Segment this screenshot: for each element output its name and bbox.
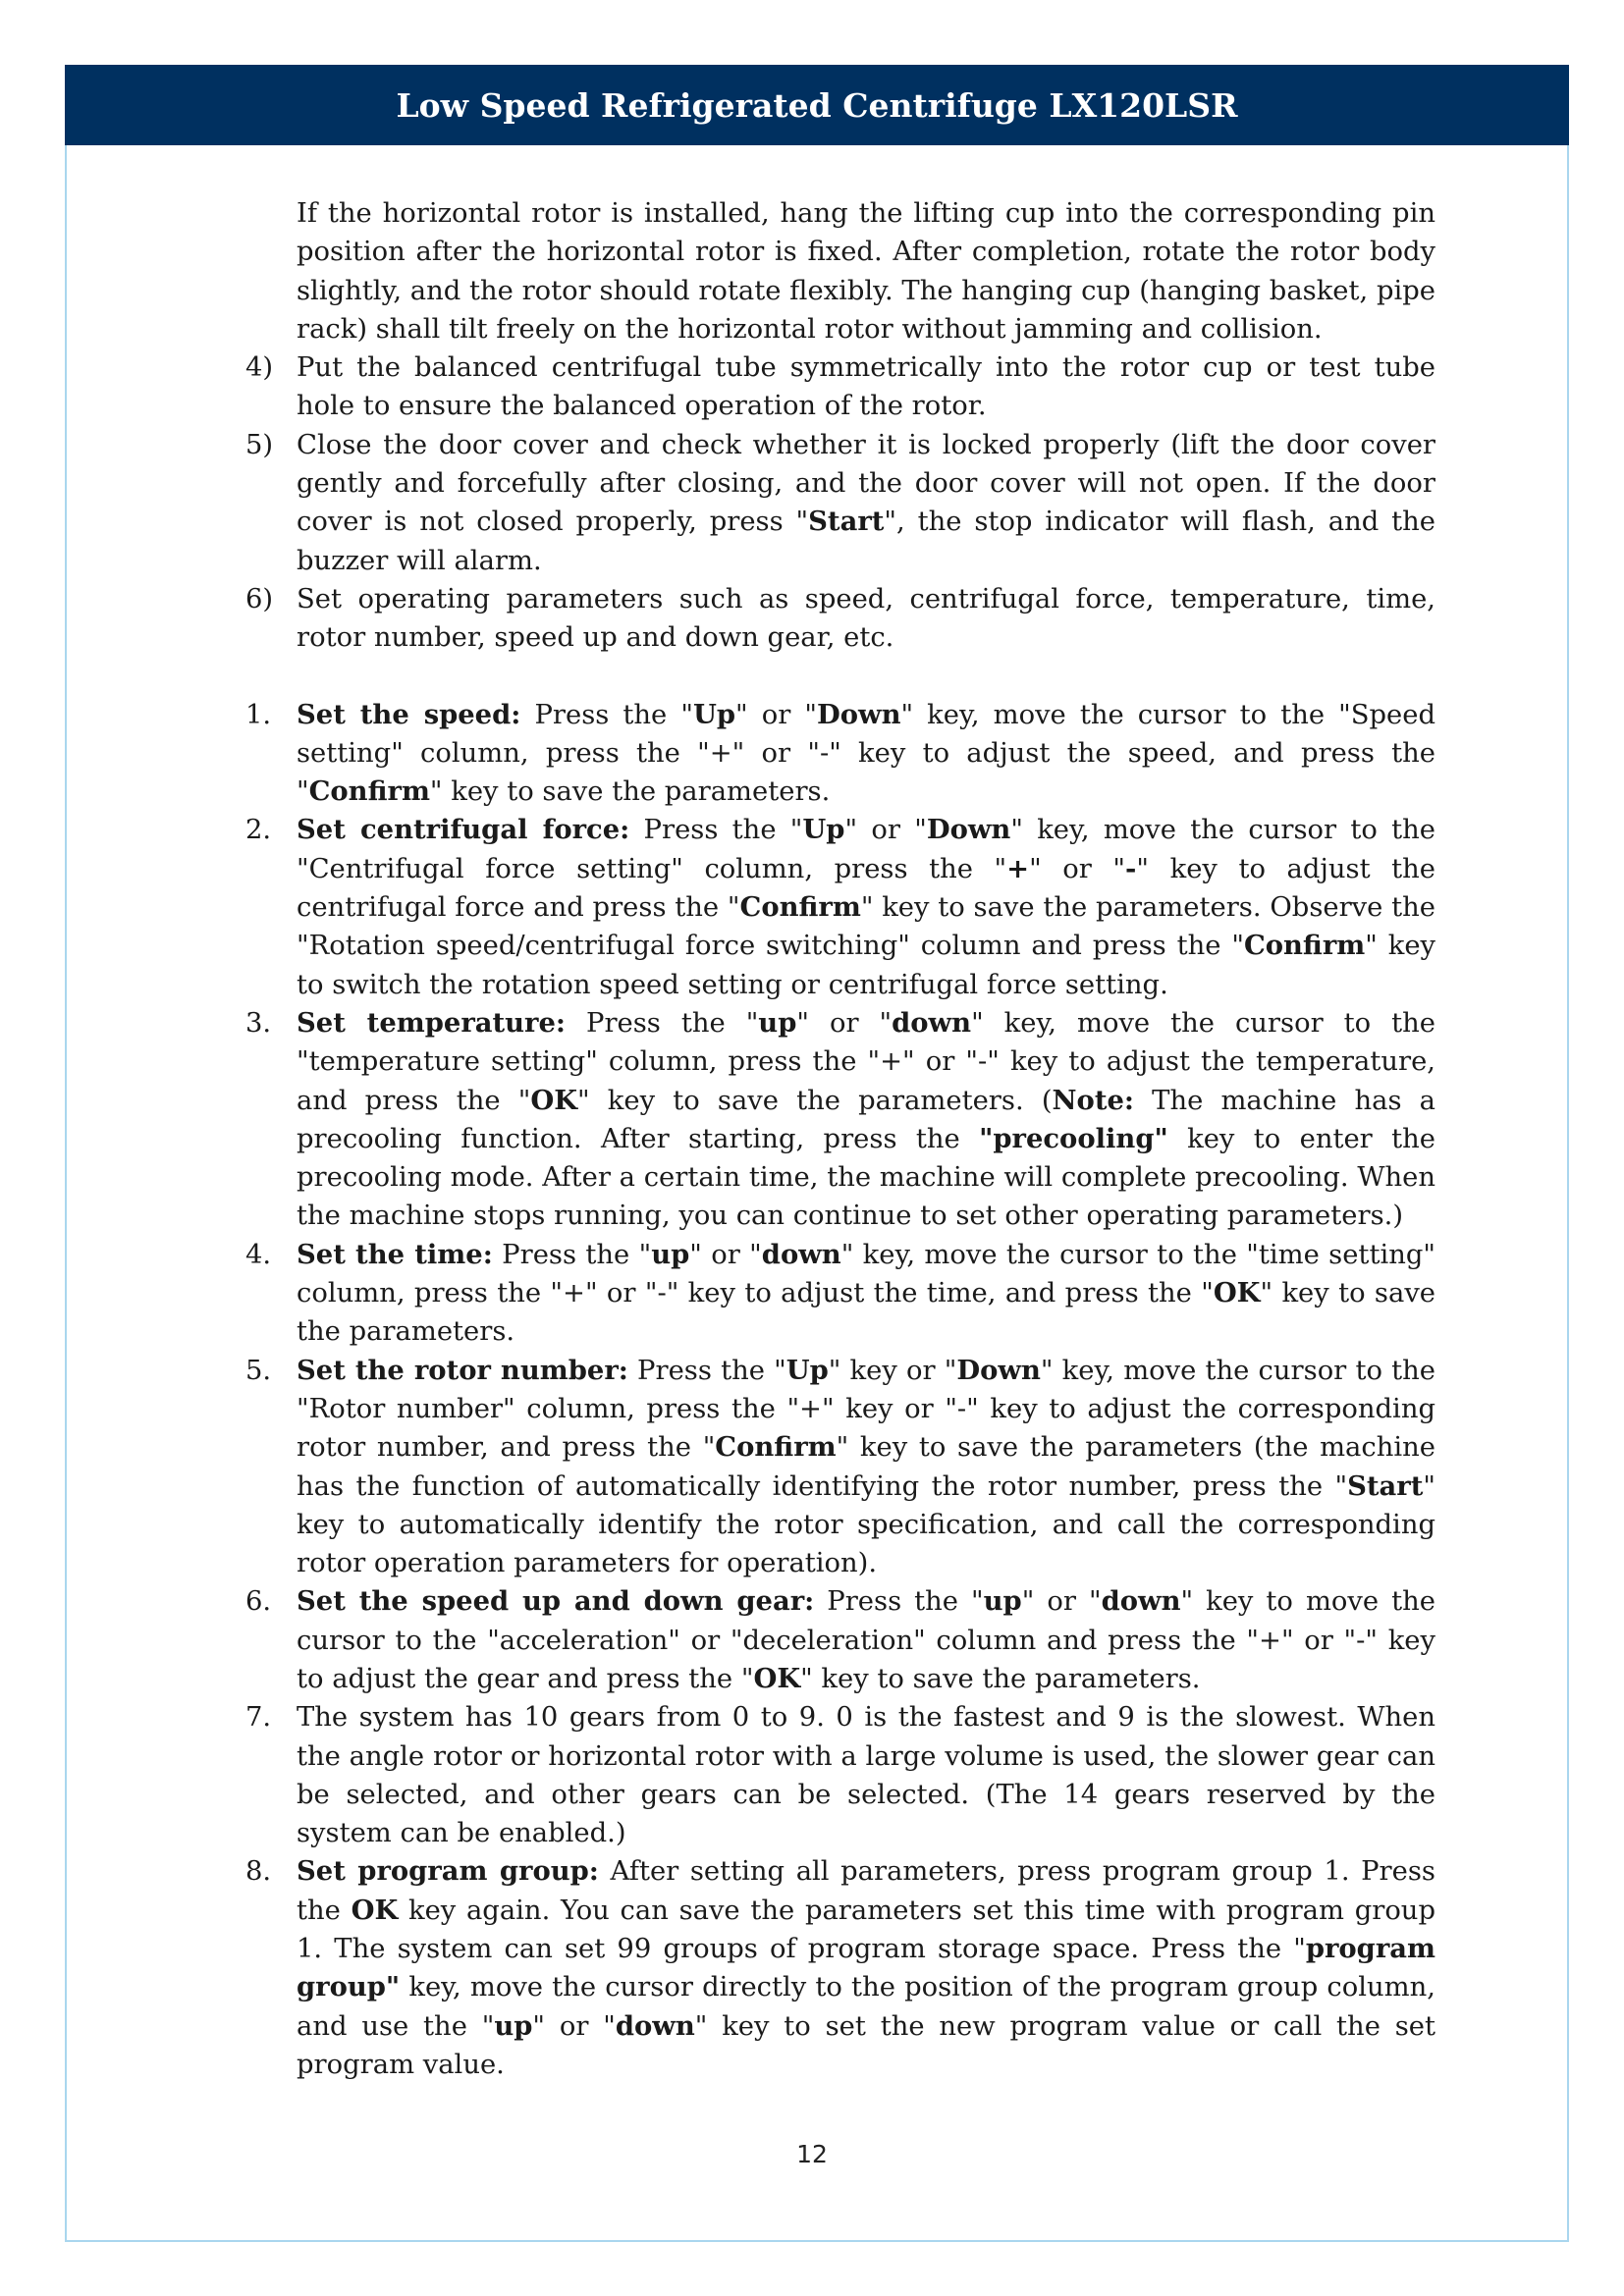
list-number: 2. [245, 815, 272, 846]
body-content [245, 194, 1435, 2084]
list-text: Set centrifugal force: Press the "Up" or "Down" key, move the cursor to the "Centrifugal force setting" column, press the "+" or "-" key to adjust the centrifugal force and press the "Confirm" key to save the parameters. Observe the "Rotation speed/centrifugal force switching" column and press the "Confirm" key to switch the rotation speed setting or centrifugal force setting. [297, 814, 1436, 1000]
setting-item [245, 1698, 1435, 1852]
page-number: 12 [796, 2140, 828, 2168]
steps-list [245, 348, 1435, 657]
setting-item [245, 1004, 1435, 1236]
setting-item [245, 1236, 1435, 1352]
setting-item [245, 1352, 1435, 1583]
list-number: 4. [245, 1239, 272, 1270]
step-item [245, 348, 1435, 426]
list-text: The system has 10 gears from 0 to 9. 0 is the fastest and 9 is the slowest. When the angle rotor or horizontal rotor with a large volume is used, the slower gear can be selected, and other gears can be selected. (The 14 gears reserved by the system can be enabled.) [297, 1702, 1435, 1849]
step-item [245, 580, 1435, 658]
list-text: Set the time: Press the "up" or "down" key, move the cursor to the "time setting" column, press the "+" or "-" key to adjust the time, and press the "OK" key to save the parameters. [297, 1238, 1436, 1348]
setting-item [245, 1582, 1435, 1698]
list-number: 5. [245, 1355, 272, 1386]
setting-item [245, 811, 1435, 1003]
list-number: 8. [245, 1856, 272, 1888]
list-number: 4) [245, 352, 274, 384]
document-title: Low Speed Refrigerated Centrifuge LX120LSR [396, 85, 1238, 125]
list-number: 1. [245, 699, 272, 730]
setting-item [245, 1852, 1435, 2084]
settings-list [245, 696, 1435, 2085]
step-item [245, 426, 1435, 580]
list-text: Close the door cover and check whether it is locked properly (lift the door cover gently and forcefully after closing, and the door cover will not open. If the door cover is not closed properly, press "Start", the stop indicator will flash, and the buzzer will alarm. [297, 429, 1436, 576]
list-number: 6) [245, 583, 274, 614]
list-text: Set program group: After setting all parameters, press program group 1. Press the OK key again. You can save the parameters set this time with program group 1. The system can set 99 groups of program storage space. Press the "program group" key, move the cursor directly to the position of the program group column, and use the "up" or "down" key to set the new program value or call the set program value. [297, 1855, 1435, 2080]
list-number: 6. [245, 1586, 272, 1618]
list-text: Set temperature: Press the "up" or "down" key, move the cursor to the "temperature setting" column, press the "+" or "-" key to adjust the temperature, and press the "OK" key to save the parameters. (Note: The machine has a precooling function. After starting, press the "precooling" key to enter the precooling mode. After a certain time, the machine will complete precooling. When the machine stops running, you can continue to set other operating parameters.) [297, 1006, 1436, 1232]
setting-item [245, 696, 1435, 812]
list-text: Set the speed: Press the "Up" or "Down" key, move the cursor to the "Speed setting" column, press the "+" or "-" key to adjust the speed, and press the "Confirm" key to save the parameters. [297, 698, 1435, 808]
list-number: 5) [245, 429, 274, 460]
intro-paragraph: If the horizontal rotor is installed, hang the lifting cup into the corresponding pin position after the horizontal rotor is fixed. After completion, rotate the rotor body slightly, and the rotor should rotate flexibly. The hanging cup (hanging basket, pipe rack) shall tilt freely on the horizontal rotor without jamming and collision. [297, 198, 1435, 345]
page-header [65, 65, 1569, 145]
list-number: 7. [245, 1702, 272, 1734]
list-text: Set the rotor number: Press the "Up" key or "Down" key, move the cursor to the "Rotor number" column, press the "+" key or "-" key to adjust the corresponding rotor number, and press the "Confirm" key to save the parameters (the machine has the function of automatically identifying the rotor number, press the "Start" key to automatically identify the rotor specification, and call the corresponding rotor operation parameters for operation). [297, 1354, 1435, 1579]
list-number: 3. [245, 1007, 272, 1039]
list-text: Put the balanced centrifugal tube symmetrically into the rotor cup or test tube hole to ensure the balanced operation of the rotor. [297, 352, 1435, 422]
spacer [245, 658, 1435, 696]
list-text: Set the speed up and down gear: Press the "up" or "down" key to move the cursor to the "acceleration" or "deceleration" column and press the "+" or "-" key to adjust the gear and press the "OK" key to save the parameters. [297, 1585, 1435, 1694]
list-text: Set operating parameters such as speed, centrifugal force, temperature, time, rotor number, speed up and down gear, etc. [297, 583, 1435, 654]
